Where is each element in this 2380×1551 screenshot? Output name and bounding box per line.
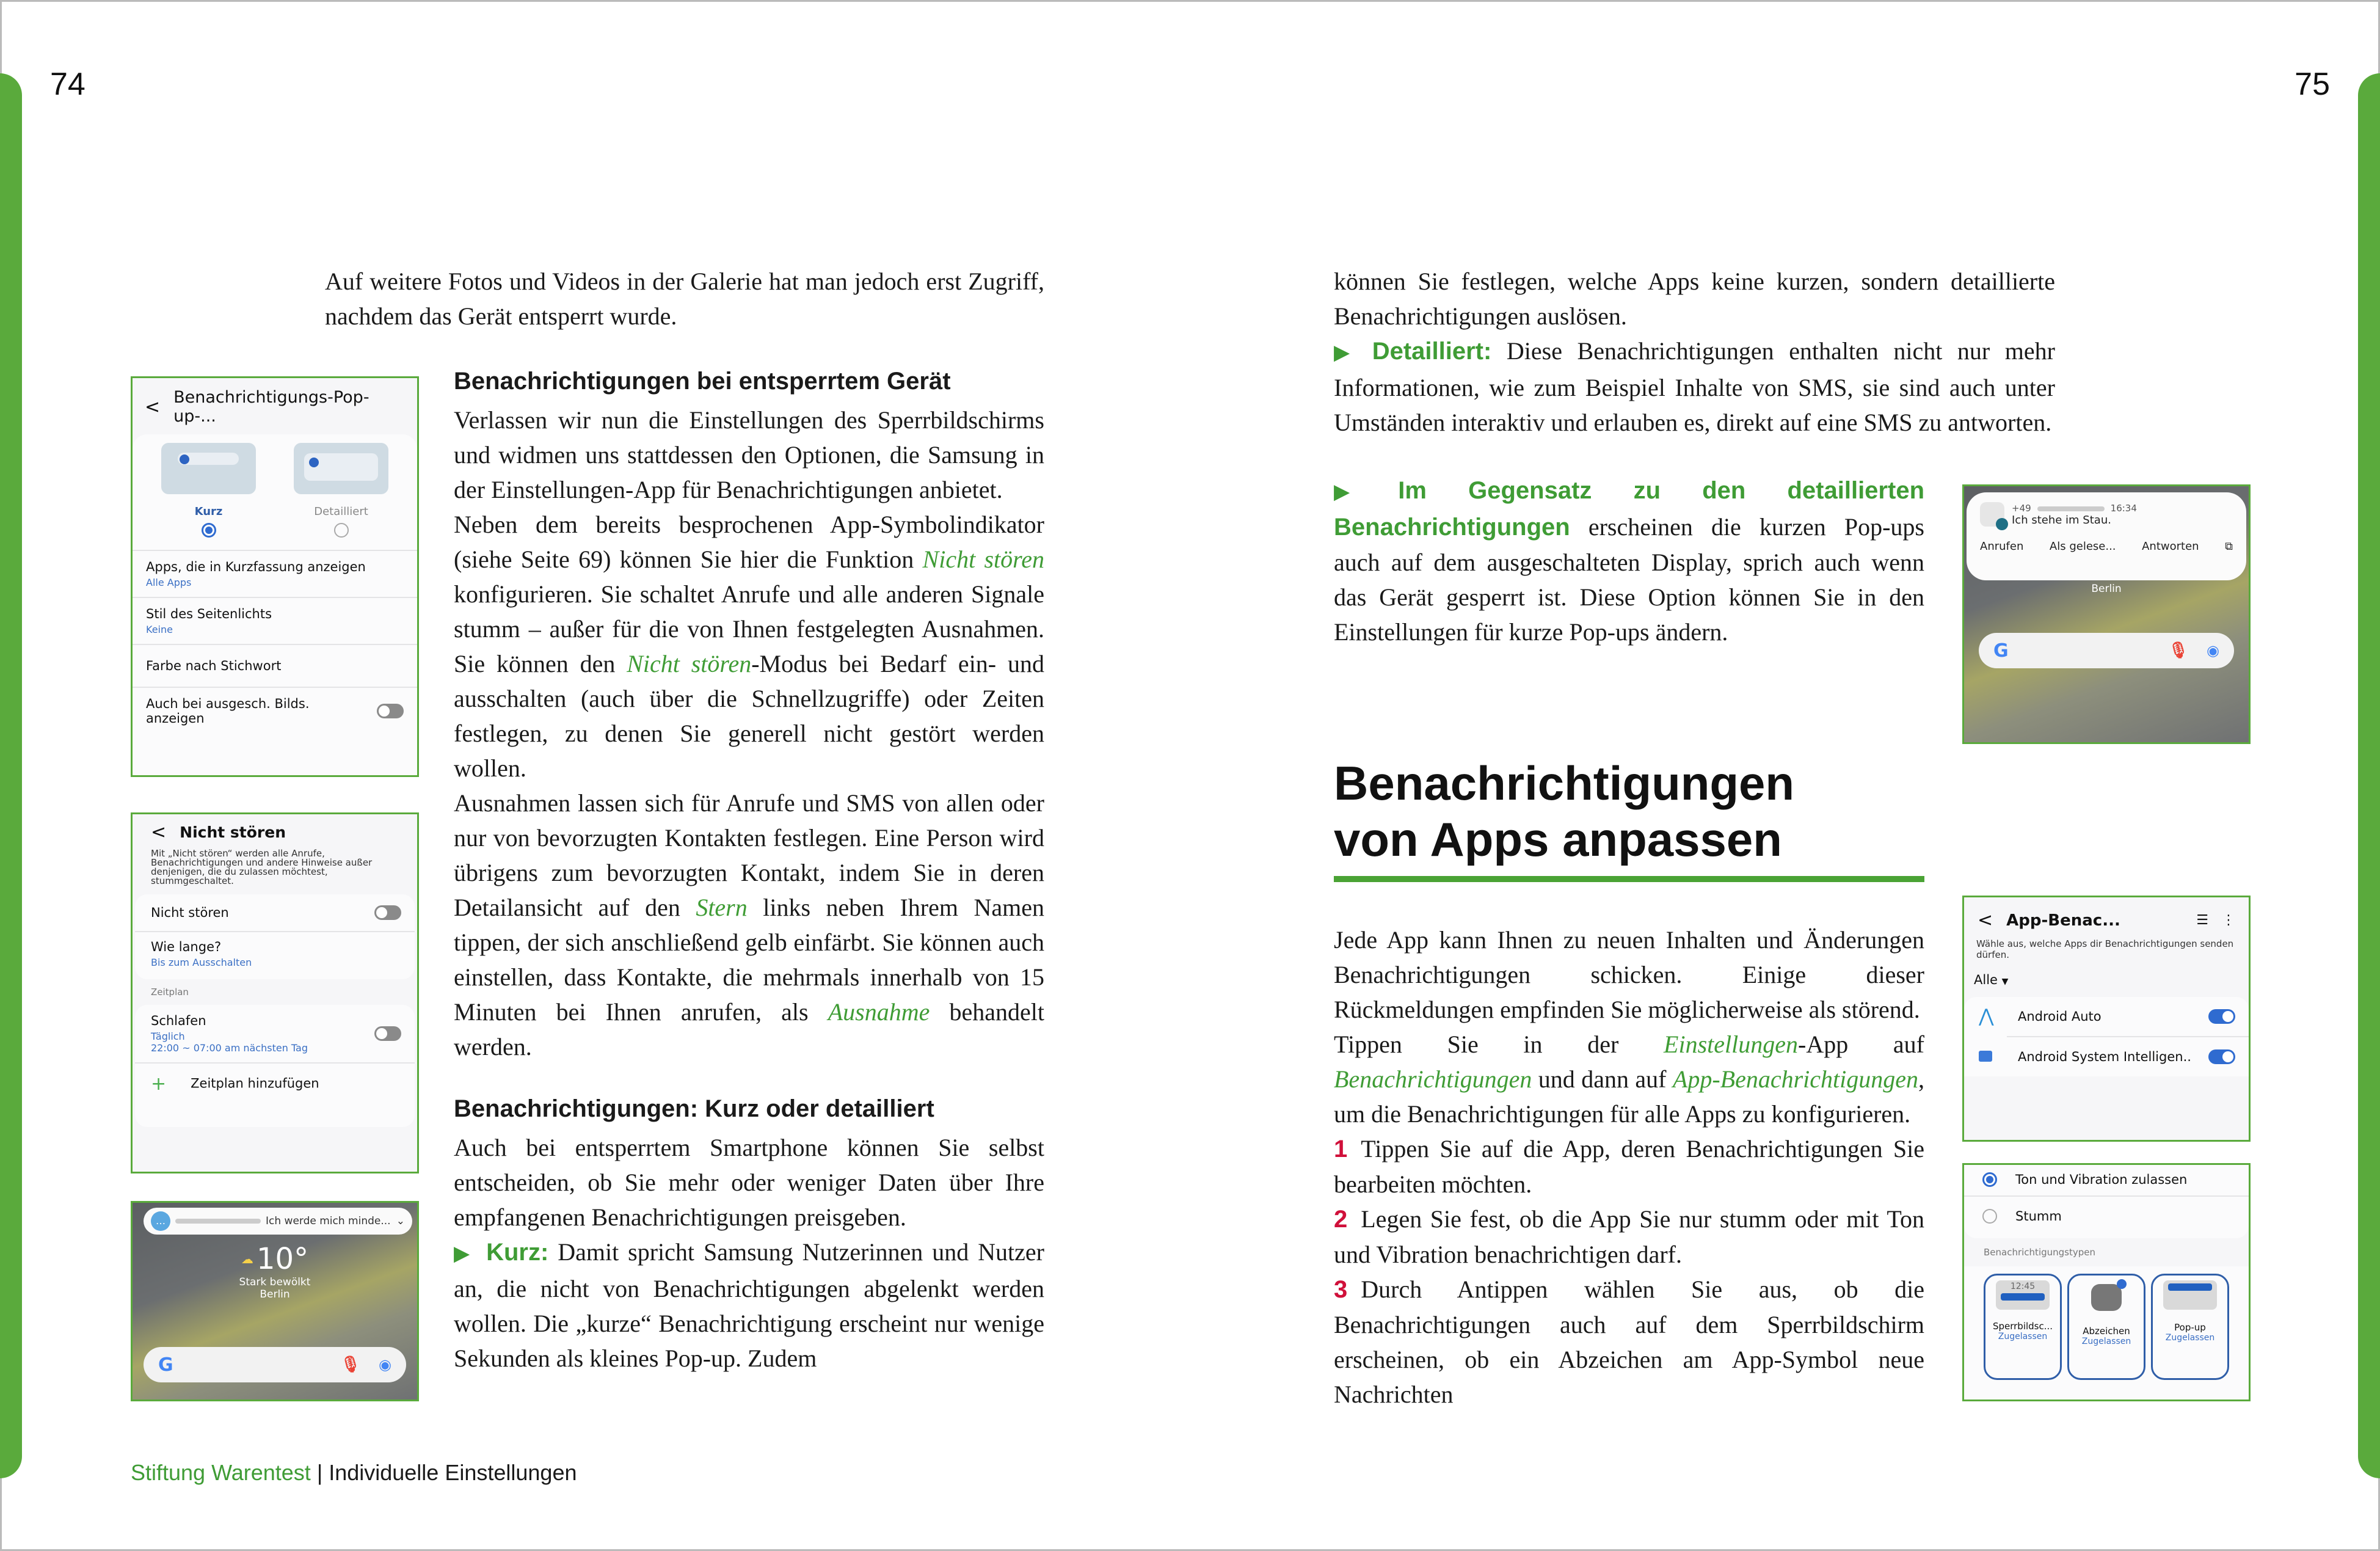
section-label: Zeitplan [151, 987, 189, 998]
bullet-triangle-icon: ▶ [1334, 340, 1359, 365]
header [133, 814, 417, 847]
text-segment: Verlassen wir nun die Einstellungen des Sperrbildschirms und widmen uns stattdessen den Optionen, die Samsung in der Einstellungen-App für Benachrichtigungen anbietet. [454, 406, 1044, 503]
reply-action[interactable]: Antworten [2142, 540, 2199, 553]
screen-title: Nicht stören [180, 823, 286, 841]
lead-term: Kurz: [486, 1239, 549, 1266]
label: Wie lange? [151, 940, 222, 954]
toggle-off[interactable] [377, 704, 404, 718]
bullet-triangle-icon: ▶ [454, 1241, 473, 1266]
cloud-sun-icon: ☁ [241, 1252, 253, 1266]
chapter-heading [1334, 755, 1924, 882]
type-card-popup[interactable] [2151, 1274, 2229, 1380]
filter-search-icon[interactable]: ☰ [2196, 913, 2208, 928]
paragraph [1334, 1202, 1924, 1272]
option-short[interactable] [161, 443, 256, 540]
text-segment: und dann auf [1532, 1065, 1673, 1093]
label: Stil des Seitenlichts [146, 607, 272, 621]
text-segment: links neben Ihrem Namen tippen, der sich anschließend gelb einfärbt. Sie können auch einstellen, dass Kontakte, die mehrmals innerhalb von 15 Minuten bei Ihnen anrufen, als [454, 894, 1044, 1026]
paragraph [1334, 264, 2055, 334]
sender: +49 [2012, 502, 2031, 514]
detailed-preview-icon [294, 443, 388, 494]
mic-icon[interactable]: 🎙 [2168, 641, 2189, 660]
page-number-right: 75 [2294, 67, 2330, 102]
value: Täglich [151, 1031, 185, 1042]
right-chapter-tab [2358, 73, 2380, 1478]
value: Alle Apps [146, 577, 192, 588]
city: Berlin [2091, 583, 2122, 595]
short-notification[interactable] [144, 1208, 412, 1235]
plus-icon: + [151, 1073, 167, 1095]
text-segment: Tippen Sie auf die App, deren Benachrichtigungen Sie bearbeiten möchten. [1334, 1135, 1924, 1198]
add-schedule-button[interactable] [135, 1062, 415, 1104]
text-segment: behandelt werden. [454, 998, 1044, 1060]
section-heading-short-detailed: Benachrichtigungen: Kurz oder detailliert [454, 1095, 934, 1122]
contact-avatar-icon [1980, 502, 2004, 527]
android-auto-icon: ⋀ [1979, 1005, 1994, 1027]
notification-text: Ich werde mich minde... [266, 1215, 391, 1227]
screenshot-lockscreen-detailed [1962, 484, 2251, 744]
label: Stumm [2015, 1209, 2062, 1224]
screenshot-popup-style [131, 376, 419, 777]
android-system-intelligence-icon [1979, 1051, 1992, 1062]
label: Apps, die in Kurzfassung anzeigen [146, 560, 366, 574]
step-number: 3 [1334, 1276, 1348, 1303]
paragraph [325, 264, 1044, 334]
emphasis: Ausnahme [828, 998, 930, 1026]
radio-short-selected[interactable] [202, 523, 216, 538]
text-segment: -App auf [1798, 1031, 1925, 1058]
footer-chapter: Individuelle Einstellungen [329, 1460, 577, 1485]
app-row-system-intelligence[interactable] [2007, 1036, 2249, 1076]
temperature: 10° [257, 1242, 309, 1276]
preview-time: 12:45 [2010, 1282, 2036, 1291]
screen-title: Benachrichtigungs-Pop-up-... [173, 388, 369, 426]
mark-read-action[interactable]: Als gelese... [2049, 540, 2116, 553]
text-segment: erscheinen die kurzen Pop-ups auch auf dem ausgeschalteten Display, sprich auch wenn das Gerät gesperrt ist. Diese Option können Sie in den Einstellungen für kurze Pop-ups ändern. [1334, 513, 1924, 646]
blurred-sender [175, 1219, 261, 1224]
radio-detailed[interactable] [334, 523, 349, 538]
text-segment: , um die Benachrichtigungen für alle Apps zu konfigurieren. [1334, 1065, 1924, 1128]
weather-widget [133, 1242, 417, 1301]
dnd-toggle-row[interactable] [135, 894, 415, 931]
toggle-on[interactable] [2208, 1009, 2235, 1024]
text-segment: Auch bei entsperrtem Smartphone können Sie selbst entscheiden, ob Sie mehr oder weniger Daten über Ihre empfangenen Benachrichtigungen preisgeben. [454, 1134, 1044, 1231]
emphasis: Benachrichtigungen [1334, 1065, 1532, 1093]
footer-separator: | [316, 1460, 323, 1485]
detailed-notification[interactable] [1967, 492, 2246, 580]
screenshot-do-not-disturb [131, 812, 419, 1173]
city: Berlin [260, 1288, 290, 1301]
right-section-body [1334, 922, 1924, 1412]
label: Nicht stören [151, 905, 229, 920]
section-heading-unlocked: Benachrichtigungen bei entsperrtem Gerät [454, 368, 951, 395]
emphasis: Nicht stören [922, 546, 1044, 573]
time: 16:34 [2110, 502, 2137, 514]
dropdown-arrow-icon: ▼ [2001, 977, 2009, 987]
schedule-sleep[interactable] [135, 1005, 415, 1062]
radio-selected[interactable] [1982, 1172, 1997, 1187]
label: Schlafen [151, 1013, 206, 1028]
left-intro [325, 264, 1044, 334]
card-status: Zugelassen [1998, 1332, 2048, 1341]
text-segment: Jede App kann Ihnen zu neuen Inhalten und Änderungen Benachrichtigungen schicken. Einige dieser Rückmeldungen empfinden Sie möglicherweise als störend. [1334, 926, 1924, 1023]
right-intro2 [1334, 473, 1924, 649]
type-card-badge[interactable] [2067, 1274, 2145, 1380]
lead-term: Im Gegensatz zu den detaillierten Benachrichtigungen [1334, 477, 1924, 541]
text-segment: Legen Sie fest, ob die App Sie nur stumm oder mit Ton und Vibration benachrichtigen darf. [1334, 1205, 1924, 1268]
section2-body [454, 1130, 1044, 1376]
description: Wähle aus, welche Apps dir Benachrichtigungen senden dürfen. [1976, 938, 2234, 960]
value: Bis zum Ausschalten [151, 957, 252, 968]
toggle-on[interactable] [2208, 1049, 2235, 1064]
chapter-heading-line1: Benachrichtigungen [1334, 756, 1795, 810]
lens-icon[interactable]: ◉ [379, 1356, 391, 1373]
paragraph [454, 1235, 1044, 1376]
app-name: Android Auto [2018, 1009, 2102, 1024]
chapter-heading-line2: von Apps anpassen [1334, 812, 1782, 866]
text-segment: Durch Antippen wählen Sie aus, ob die Benachrichtigungen auch auf dem Sperrbildschirm erscheinen, ob ein Abzeichen am App-Symbol neue Nachrichten [1334, 1275, 1924, 1408]
right-intro [1334, 264, 2055, 440]
short-preview-icon [161, 443, 256, 494]
filter-value: Alle [1974, 973, 1998, 987]
label: Farbe nach Stichwort [146, 659, 282, 673]
section1-body [454, 403, 1044, 1064]
text-segment: Ausnahmen lassen sich für Anrufe und SMS von allen oder nur von bevorzugten Kontakten festlegen. Eine Person wird übrigens zum bevorzugten Kontakt, indem Sie in deren Detailansicht auf den [454, 789, 1044, 921]
toggle-off[interactable] [374, 905, 401, 920]
text-segment: -Modus bei Bedarf ein- und ausschalten (auch über die Schnellzugriffe) oder Zeiten festlegen, zu denen Sie generell nicht gestört werden wollen. [454, 650, 1044, 782]
setting-edge-lighting[interactable] [133, 597, 417, 644]
back-chevron-icon[interactable]: < [151, 822, 167, 843]
footer [131, 1460, 577, 1486]
text-segment: Damit spricht Samsung Nutzerinnen und Nutzer an, die nicht von Benachrichtigungen abgelenkt werden wollen. Die „kurze“ Benachrichtigung erscheint nur wenige Sekunden als kleines Pop-up. Zudem [454, 1238, 1044, 1372]
setting-keyword-color[interactable] [133, 644, 417, 687]
label: Auch bei ausgesch. Bilds. anzeigen [146, 696, 310, 726]
label: Zeitplan hinzufügen [191, 1076, 319, 1091]
paragraph [1334, 922, 1924, 1027]
emphasis: App-Benachrichtigungen [1672, 1065, 1918, 1093]
option-detailed[interactable] [294, 443, 388, 540]
card-status: Zugelassen [2165, 1333, 2215, 1343]
header [133, 378, 417, 434]
lead-term: Detailliert: [1372, 338, 1492, 365]
emphasis: Stern [696, 894, 748, 921]
text-segment: Auf weitere Fotos und Videos in der Galerie hat man jedoch erst Zugriff, nachdem das Gerät entsperrt wurde. [325, 268, 1044, 330]
paragraph [454, 786, 1044, 1064]
toggle-off[interactable] [374, 1026, 401, 1041]
google-logo-icon: G [1993, 640, 2009, 662]
text-segment: können Sie festlegen, welche Apps keine kurzen, sondern detaillierte Benachrichtigungen auslösen. [1334, 268, 2055, 330]
text-segment: Diese Benachrichtigungen enthalten nicht nur mehr Informationen, wie zum Beispiel Inhalte von SMS, sie sind auch unter Umständen interaktiv und erlauben es, direkt auf eine SMS zu antworten. [1334, 337, 2055, 436]
back-chevron-icon[interactable]: < [145, 396, 161, 418]
label: Ton und Vibration zulassen [2015, 1172, 2188, 1187]
text-segment: Neben dem bereits besprochenen App-Symbolindikator (siehe Seite 69) können Sie hier die Funktion [454, 511, 1044, 573]
emphasis: Nicht stören [627, 650, 752, 677]
description: Mit „Nicht stören“ werden alle Anrufe, Benachrichtigungen und andere Hinweise außer denjenigen, die du zulassen möchtest, stummgeschaltet. [151, 848, 373, 886]
message: Ich stehe im Stau. [2012, 513, 2111, 527]
setting-apps-short[interactable] [133, 550, 417, 597]
card-status: Zugelassen [2081, 1337, 2131, 1346]
step-number: 2 [1334, 1206, 1348, 1233]
card-label: Pop-up [2174, 1322, 2206, 1333]
paragraph [1334, 1272, 1924, 1412]
option-silent[interactable] [1964, 1195, 2249, 1238]
text-segment: konfigurieren. Sie schaltet Anrufe und alle anderen Signale stumm – außer für die von Ihnen festgelegten Ausnahmen. Sie können den [454, 580, 1044, 677]
badge-preview-icon [2091, 1284, 2122, 1311]
lockscreen-preview-icon [1996, 1280, 2050, 1310]
left-chapter-tab [0, 73, 22, 1478]
screenshot-app-notifications [1962, 896, 2251, 1142]
paragraph [1334, 1027, 1924, 1131]
option-detailed-label: Detailliert [314, 505, 368, 518]
filter-dropdown[interactable] [1964, 973, 2249, 997]
paragraph [454, 507, 1044, 786]
lens-icon[interactable]: ◉ [2207, 642, 2219, 659]
value: Keine [146, 624, 173, 635]
paragraph [454, 403, 1044, 507]
page-number-left: 74 [50, 67, 86, 102]
paragraph [1334, 334, 2055, 440]
expand-chevron-icon[interactable]: ⌄ [396, 1215, 405, 1227]
header [1964, 897, 2249, 937]
setting-screen-off[interactable] [133, 687, 417, 734]
step-number: 1 [1334, 1136, 1348, 1162]
more-options-icon[interactable]: ⋮ [2222, 913, 2235, 928]
left-main-column [454, 364, 1044, 1376]
footer-brand: Stiftung Warentest [131, 1460, 311, 1485]
weather-condition: Stark bewölkt [239, 1276, 311, 1288]
paragraph [1334, 473, 1924, 649]
message-app-icon: … [151, 1211, 170, 1231]
screenshot-notification-types [1962, 1163, 2251, 1401]
google-search-bar[interactable] [1979, 633, 2234, 668]
section-label: Benachrichtigungstypen [1984, 1247, 2095, 1258]
app-row-android-auto[interactable] [1964, 997, 2249, 1036]
radio[interactable] [1982, 1209, 1997, 1224]
expand-window-icon[interactable]: ⧉ [2225, 540, 2233, 553]
duration-row[interactable] [135, 931, 415, 979]
mic-icon[interactable]: 🎙 [340, 1356, 361, 1374]
card-label: Abzeichen [2083, 1326, 2130, 1337]
screenshot-lockscreen-short [131, 1201, 419, 1401]
back-chevron-icon[interactable]: < [1978, 910, 1993, 931]
google-search-bar[interactable] [144, 1347, 406, 1382]
value-time: 22:00 ~ 07:00 am nächsten Tag [151, 1042, 308, 1054]
app-name: Android System Intelligen.. [2018, 1049, 2191, 1064]
text-segment: Tippen Sie in der [1334, 1031, 1664, 1058]
google-logo-icon: G [158, 1354, 173, 1376]
option-sound-vibration[interactable] [1964, 1165, 2249, 1195]
card-label: Sperrbildsc... [1992, 1321, 2053, 1332]
type-card-lockscreen[interactable] [1984, 1274, 2062, 1380]
popup-preview-icon [2163, 1280, 2217, 1310]
call-action[interactable]: Anrufen [1980, 540, 2024, 553]
screen-title: App-Benac... [2006, 911, 2120, 930]
emphasis: Einstellungen [1664, 1031, 1799, 1058]
paragraph [454, 1130, 1044, 1235]
paragraph [1334, 1131, 1924, 1202]
bullet-triangle-icon: ▶ [1334, 480, 1385, 504]
option-short-label: Kurz [194, 505, 223, 518]
